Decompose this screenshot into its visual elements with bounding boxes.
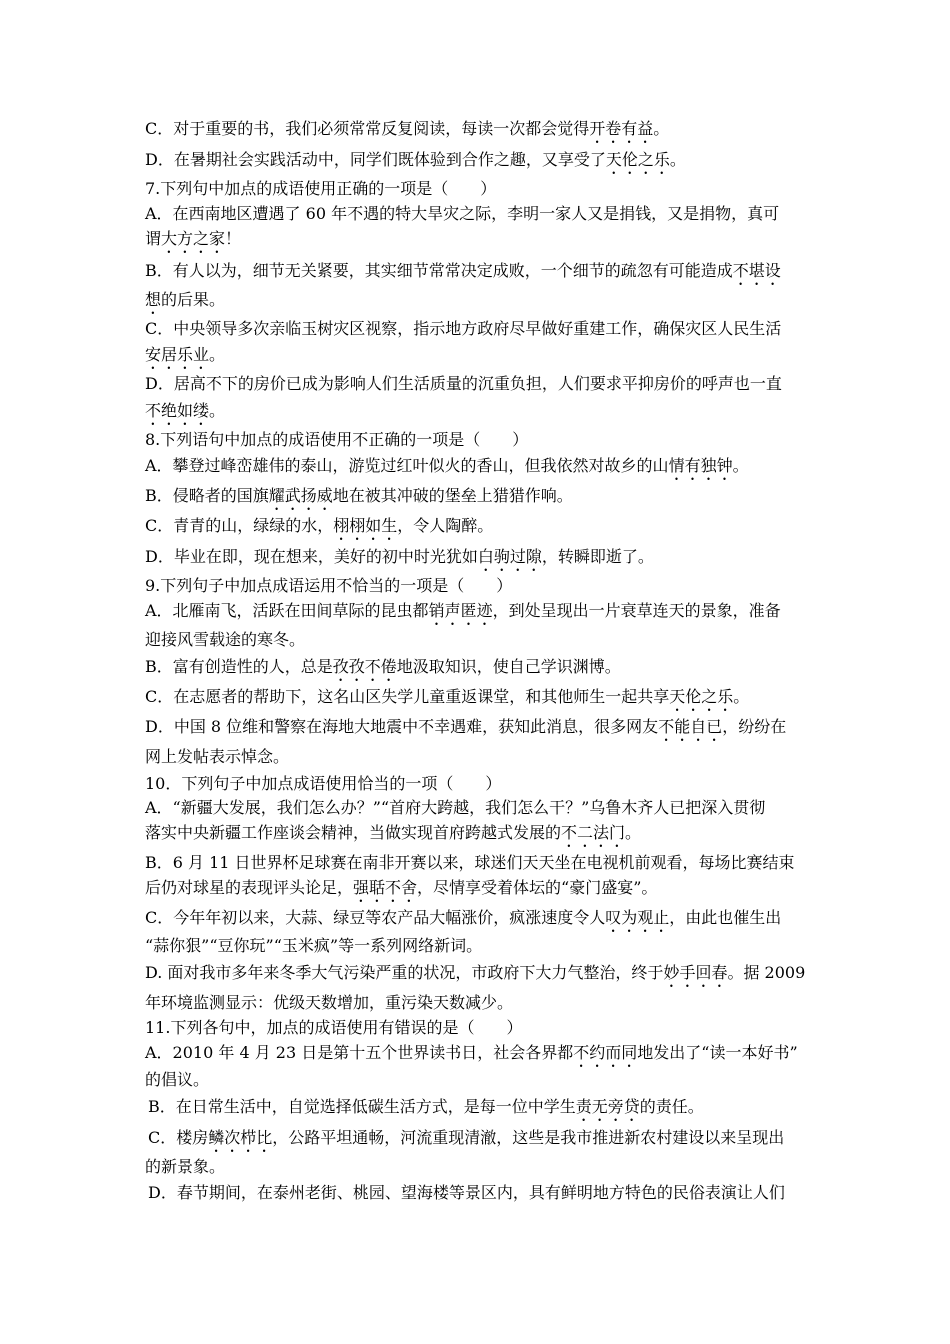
- q11-option-a-line2: 的倡议。: [145, 1070, 210, 1089]
- q8-option-d: D．毕业在即，现在想来，美好的初中时光犹如白驹过隙，转瞬即逝了。: [145, 547, 654, 566]
- q7-option-d-line1: D．居高不下的房价已成为影响人们生活质量的沉重负担，人们要求平抑房价的呼声也一直: [145, 374, 782, 393]
- q9-option-a-line2: 迎接风雪载途的寒冬。: [145, 630, 306, 649]
- q8-option-a: A．攀登过峰峦雄伟的泰山，游览过红叶似火的香山，但我依然对故乡的山情有独钟。: [145, 456, 749, 475]
- q10-option-b-line1: B．6 月 11 日世界杯足球赛在南非开赛以来，球迷们天天坐在电视机前观看，每场比赛结束: [145, 853, 795, 872]
- question-10-title: 10．下列句子中加点成语使用恰当的一项（ ）: [145, 774, 502, 793]
- q10-option-d-line2: 年环境监测显示：优级天数增加，重污染天数减少。: [145, 993, 514, 1012]
- q7-option-a-line1: A．在西南地区遭遇了 60 年不遇的特大旱灾之际，李明一家人又是捐钱，又是捐物，真可: [145, 204, 780, 223]
- q7-option-a-line2: 谓大方之家！: [145, 229, 242, 248]
- option-d-line: D．在暑期社会实践活动中，同学们既体验到合作之趣，又享受了天伦之乐。: [145, 150, 686, 169]
- option-c-line: C．对于重要的书，我们必须常常反复阅读，每读一次都会觉得开卷有益。: [145, 119, 670, 138]
- q11-option-c-line1: C．楼房鳞次栉比，公路平坦通畅，河流重现清澈，这些是我市推进新农村建设以来呈现出: [148, 1128, 785, 1147]
- question-7-title: 7.下列句中加点的成语使用正确的一项是（ ）: [145, 179, 497, 198]
- q11-option-d-line1: D．春节期间，在泰州老街、桃园、望海楼等景区内，具有鲜明地方特色的民俗表演让人们: [148, 1183, 785, 1202]
- q11-option-c-line2: 的新景象。: [145, 1157, 226, 1176]
- q7-option-c-line2: 安居乐业。: [145, 345, 226, 364]
- question-9-title: 9.下列句子中加点成语运用不恰当的一项是（ ）: [145, 576, 513, 595]
- q8-option-c: C．青青的山，绿绿的水，栩栩如生，令人陶醉。: [145, 516, 494, 535]
- q9-option-d-line2: 网上发帖表示悼念。: [145, 747, 290, 766]
- q7-option-d-line2: 不绝如缕。: [145, 401, 226, 420]
- q10-option-b-line2: 后仍对球星的表现评头论足，强聒不舍，尽情享受着体坛的“豪门盛宴”。: [145, 878, 658, 897]
- q7-option-b-line1: B．有人以为，细节无关紧要，其实细节常常决定成败，一个细节的疏忽有可能造成不堪设: [145, 261, 781, 280]
- q8-option-b: B．侵略者的国旗耀武扬威地在被其冲破的堡垒上猎猎作响。: [145, 486, 573, 505]
- q9-option-d-line1: D．中国 8 位维和警察在海地大地震中不幸遇难，获知此消息，很多网友不能自已，纷纷在: [145, 717, 787, 736]
- q7-option-b-line2: 想的后果。: [145, 290, 226, 309]
- q10-option-a-line1: A．“新疆大发展，我们怎么办？”“首府大跨越，我们怎么干？”乌鲁木齐人已把深入贯彻: [145, 798, 766, 817]
- q11-option-a-line1: A．2010 年 4 月 23 日是第十五个世界读书日，社会各界都不约而同地发出了“读一本好书”: [145, 1043, 798, 1062]
- question-11-title: 11.下列各句中，加点的成语使用有错误的是（ ）: [145, 1018, 523, 1037]
- q7-option-c-line1: C．中央领导多次亲临玉树灾区视察，指示地方政府尽早做好重建工作，确保灾区人民生活: [145, 319, 782, 338]
- q10-option-d-line1: D. 面对我市多年来冬季大气污染严重的状况，市政府下大力气整治，终于妙手回春。据 2009: [145, 963, 806, 982]
- q10-option-c-line2: “蒜你狠”“豆你玩”“玉米疯”等一系列网络新词。: [145, 936, 483, 955]
- q10-option-a-line2: 落实中央新疆工作座谈会精神，当做实现首府跨越式发展的不二法门。: [145, 823, 642, 842]
- question-8-title: 8.下列语句中加点的成语使用不正确的一项是（ ）: [145, 430, 529, 449]
- q11-option-b: B．在日常生活中，自觉选择低碳生活方式，是每一位中学生责无旁贷的责任。: [148, 1097, 704, 1116]
- q9-option-b: B．富有创造性的人，总是孜孜不倦地汲取知识，使自己学识渊博。: [145, 657, 621, 676]
- q10-option-c-line1: C．今年年初以来，大蒜、绿豆等农产品大幅涨价，疯涨速度令人叹为观止，由此也催生出: [145, 908, 782, 927]
- q9-option-a-line1: A．北雁南飞，活跃在田间草际的昆虫都销声匿迹，到处呈现出一片衰草连天的景象，准备: [145, 601, 781, 620]
- q9-option-c: C．在志愿者的帮助下，这名山区失学儿童重返课堂，和其他师生一起共享天伦之乐。: [145, 687, 750, 706]
